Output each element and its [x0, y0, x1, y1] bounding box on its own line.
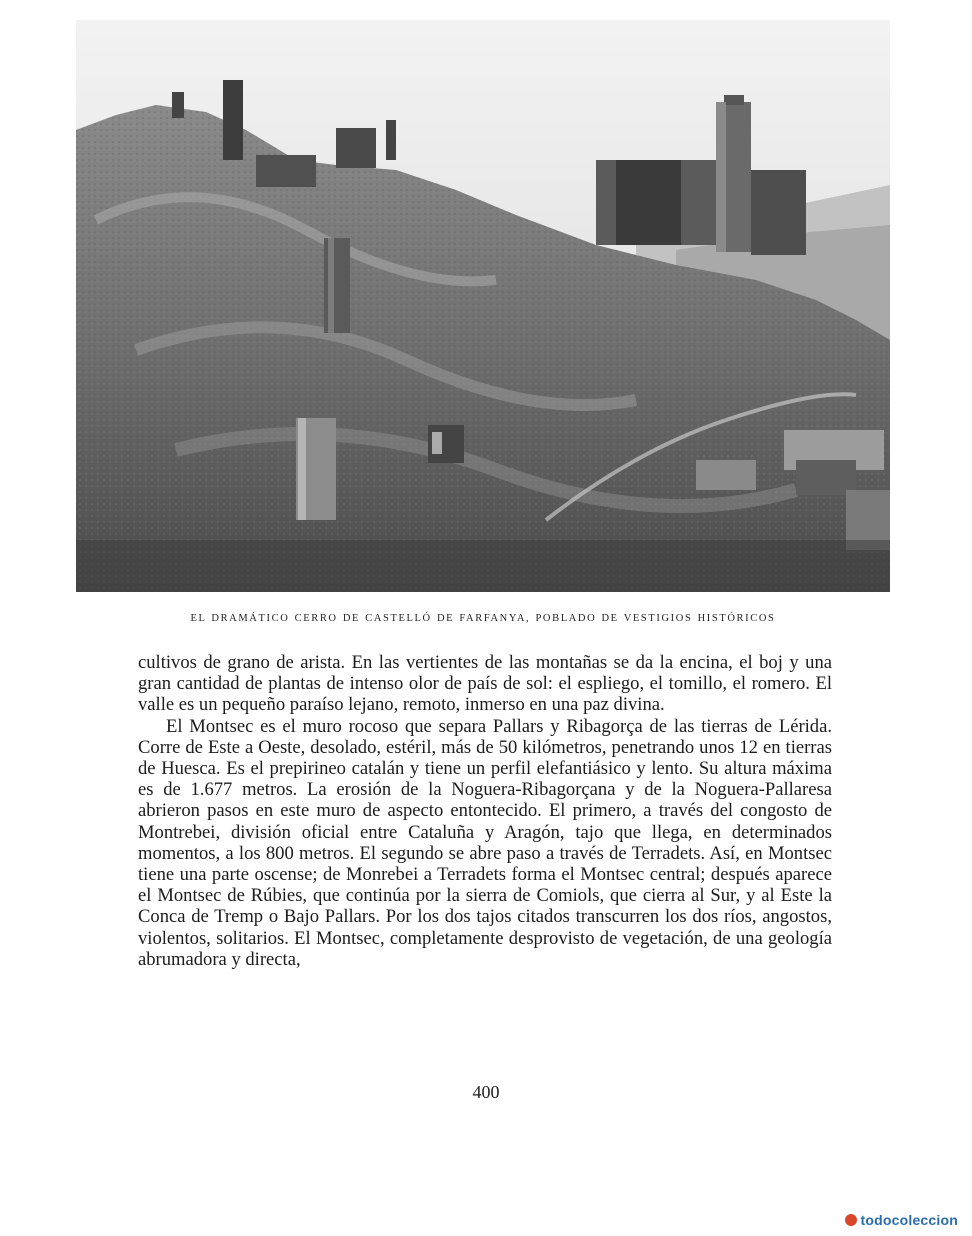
watermark-text: todocoleccion: [860, 1212, 958, 1228]
photograph: [76, 20, 890, 592]
page-number: 400: [472, 1082, 500, 1102]
paragraph: cultivos de grano de arista. En las vertientes de las montañas se da la encina, el boj y una gran cantidad de plantas de intenso olor de país de sol: el espliego, el tomillo, el romero. El valle es un pequeño paraíso lejano, remoto, inmerso en una paz divina.: [138, 652, 832, 716]
castle-hill-photo: [76, 20, 890, 592]
body-text: [138, 652, 832, 970]
figure-caption: EL DRAMÁTICO CERRO DE CASTELLÓ DE FARFANYA, POBLADO DE VESTIGIOS HISTÓRICOS: [190, 613, 776, 624]
watermark-logo-icon: [845, 1214, 857, 1226]
paragraph: El Montsec es el muro rocoso que separa Pallars y Ribagorça de las tierras de Lérida. Corre de Este a Oeste, desolado, estéril, más de 50 kilómetros, penetrando unos 12 en tierras de Huesca. Es el prepirineo catalán y tiene un perfil elefantiásico y lento. Su altura máxima es de 1.677 metros. La erosión de la Noguera-Ribagorçana y de la Noguera-Pallaresa abrieron pasos en este muro de aspecto entontecido. El primero, a través del congosto de Montrebei, división oficial entre Cataluña y Aragón, tajo que llega, en determinados momentos, a los 800 metros. El segundo se abre paso a través de Terradets. Así, en Montsec tiene una parte oscense; de Monrebei a Terradets forma el Montsec central; después aparece el Montsec de Rúbies, que continúa por la sierra de Comiols, que cierra al Sur, y al Este la Conca de Tremp o Bajo Pallars. Por los dos tajos citados transcurren los dos ríos, angostos, violentos, solitarios. El Montsec, completamente desprovisto de vegetación, de una geología abrumadora y directa,: [138, 715, 832, 970]
watermark: [845, 1212, 959, 1228]
